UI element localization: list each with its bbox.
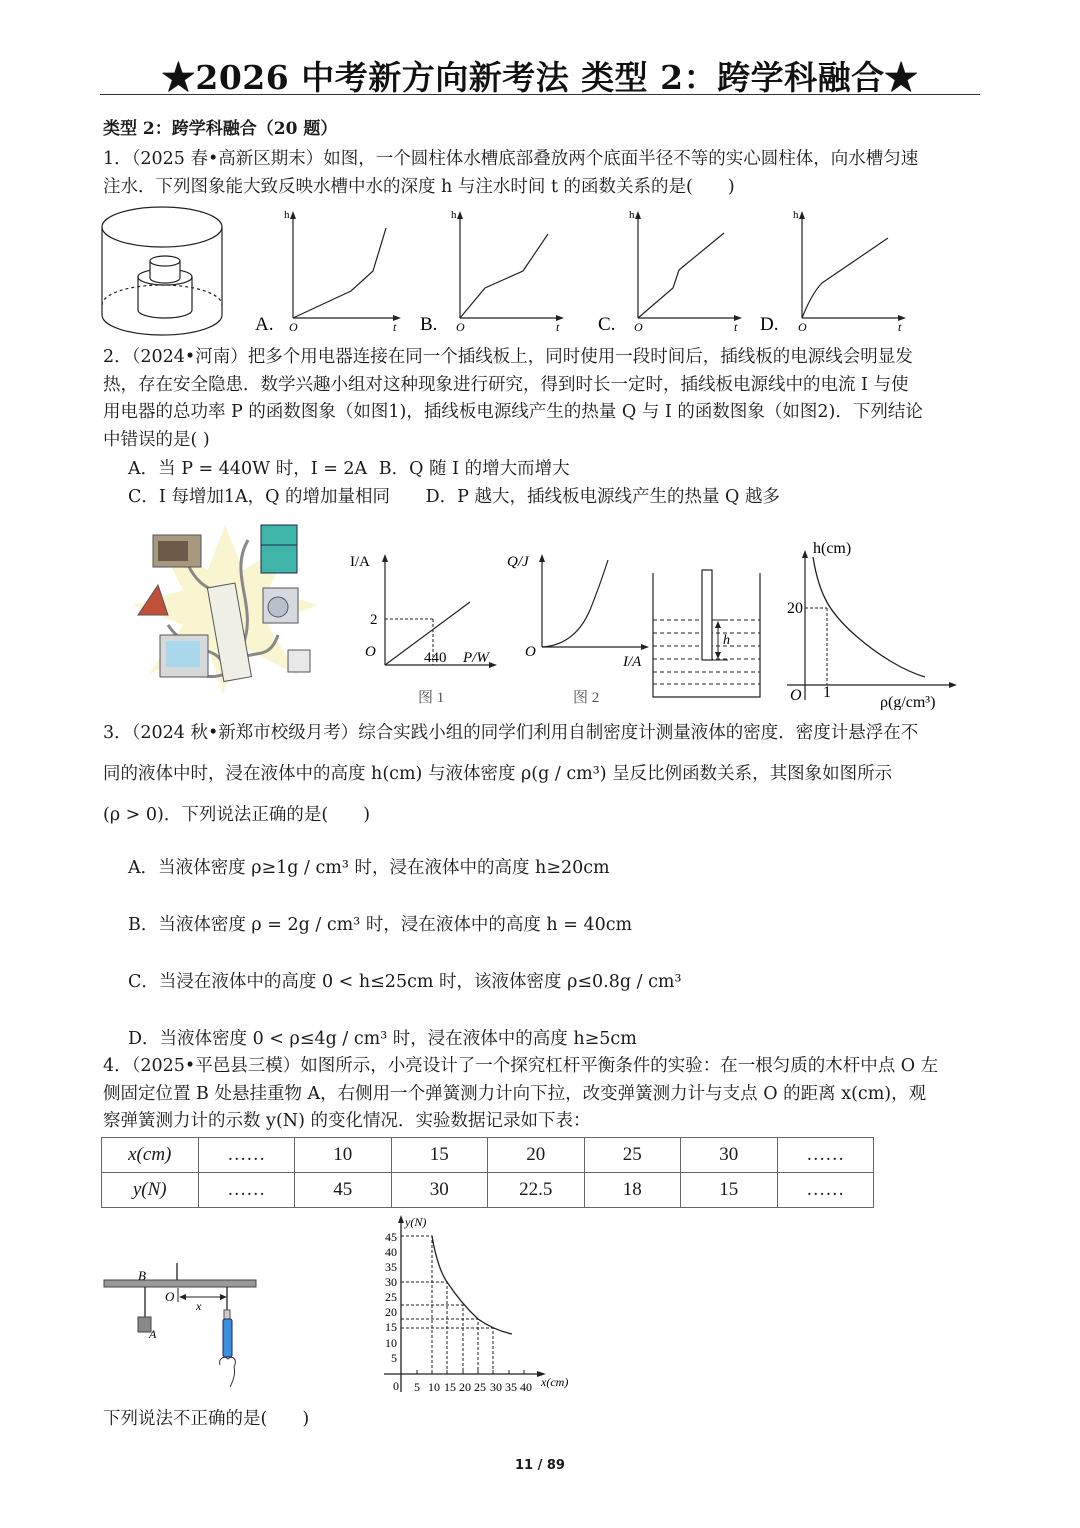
svg-text:30: 30 bbox=[490, 1380, 502, 1394]
svg-text:h: h bbox=[793, 209, 799, 221]
table-cell: …… bbox=[777, 1173, 874, 1208]
svg-text:5: 5 bbox=[391, 1351, 397, 1365]
svg-text:A: A bbox=[149, 1327, 157, 1341]
svg-text:O: O bbox=[798, 320, 807, 334]
svg-text:40: 40 bbox=[385, 1245, 397, 1259]
section-title: 类型 2：跨学科融合（20 题） bbox=[103, 119, 338, 139]
q2-option-a: A．当 P = 440W 时，I = 2A bbox=[128, 459, 368, 479]
table-cell: 18 bbox=[584, 1173, 681, 1208]
svg-text:t: t bbox=[898, 320, 902, 334]
svg-text:x: x bbox=[196, 1299, 202, 1313]
svg-text:15: 15 bbox=[385, 1320, 397, 1334]
svg-text:t: t bbox=[393, 320, 397, 334]
table-cell: 15 bbox=[681, 1173, 778, 1208]
table-cell: …… bbox=[198, 1138, 295, 1173]
svg-text:O: O bbox=[634, 320, 643, 334]
q1-stem-line1: 1．（2025 春•高新区期末）如图，一个圆柱体水槽底部叠放两个底面半径不等的实心圆柱体，向水槽匀速 bbox=[103, 149, 919, 169]
q2-stem-line1: 2．（2024•河南）把多个用电器连接在同一个插线板上，同时使用一段时间后，插线板的电源线会明显发 bbox=[103, 347, 913, 367]
option-c-graph bbox=[598, 209, 742, 335]
q2-option-b: B．Q 随 I 的增大而增大 bbox=[378, 459, 570, 479]
q2-options-row2 bbox=[128, 484, 780, 511]
svg-text:440: 440 bbox=[424, 650, 447, 666]
table-cell: 30 bbox=[681, 1138, 778, 1173]
overloaded-power-strip-illustration bbox=[128, 515, 323, 700]
table-row bbox=[102, 1173, 874, 1208]
svg-text:y(N): y(N) bbox=[405, 1215, 427, 1229]
svg-text:25: 25 bbox=[474, 1380, 486, 1394]
svg-text:5: 5 bbox=[414, 1380, 420, 1394]
svg-text:图 1: 图 1 bbox=[418, 690, 445, 706]
svg-text:P/W: P/W bbox=[463, 650, 489, 666]
svg-text:h: h bbox=[629, 209, 635, 221]
option-a-graph bbox=[255, 209, 401, 335]
q3-option-c: C．当浸在液体中的高度 0 < h≤25cm 时，该液体密度 ρ≤0.8g / cm³ bbox=[128, 972, 682, 992]
q3-option-b: B．当液体密度 ρ = 2g / cm³ 时，浸在液体中的高度 h = 40cm bbox=[128, 915, 633, 935]
q4-data-table bbox=[101, 1137, 874, 1208]
svg-text:20: 20 bbox=[385, 1305, 397, 1319]
svg-text:图 2: 图 2 bbox=[573, 690, 600, 706]
q3-option-d: D．当液体密度 0 < ρ≤4g / cm³ 时，浸在液体中的高度 h≥5cm bbox=[128, 1029, 637, 1049]
table-cell: 30 bbox=[391, 1173, 488, 1208]
q3-stem bbox=[103, 713, 979, 836]
table-cell: …… bbox=[198, 1173, 295, 1208]
hydrometer-beaker-figure bbox=[650, 565, 770, 705]
option-a-label: A. bbox=[255, 314, 274, 335]
svg-text:x(cm): x(cm) bbox=[541, 1375, 569, 1389]
table-cell: 22.5 bbox=[488, 1173, 585, 1208]
svg-text:25: 25 bbox=[385, 1290, 397, 1304]
q2-stem bbox=[103, 344, 979, 454]
table-cell: 45 bbox=[295, 1173, 392, 1208]
svg-text:O: O bbox=[289, 320, 298, 334]
svg-text:B.: B. bbox=[420, 314, 438, 335]
cylinder-tank-figure bbox=[102, 207, 222, 335]
q3-options bbox=[128, 840, 682, 1068]
page-indicator: 11 / 89 bbox=[515, 1458, 565, 1473]
svg-text:B: B bbox=[138, 1268, 146, 1283]
option-b-graph bbox=[420, 209, 564, 335]
svg-text:I/A: I/A bbox=[350, 554, 370, 570]
figure-1-graph bbox=[345, 540, 505, 710]
force-distance-chart bbox=[370, 1210, 580, 1400]
svg-text:O: O bbox=[456, 320, 465, 334]
q2-options-row1 bbox=[128, 456, 570, 483]
svg-text:t: t bbox=[734, 320, 738, 334]
svg-text:D.: D. bbox=[760, 314, 779, 335]
svg-text:10: 10 bbox=[428, 1380, 440, 1394]
q1-figures bbox=[100, 205, 980, 340]
svg-text:15: 15 bbox=[444, 1380, 456, 1394]
svg-text:30: 30 bbox=[385, 1275, 397, 1289]
density-height-graph bbox=[785, 535, 975, 710]
svg-text:I/A: I/A bbox=[623, 654, 642, 670]
svg-text:40: 40 bbox=[520, 1380, 532, 1394]
q2-stem-line4: 中错误的是( ) bbox=[103, 429, 210, 450]
q2-option-c: C．I 每增加1A，Q 的增加量相同 bbox=[128, 487, 391, 507]
q3-stem-line1: 3．（2024 秋•新郑市校级月考）综合实践小组的同学们利用自制密度计测量液体的密度．密度计悬浮在不 bbox=[103, 723, 919, 743]
q4-footer-question: 下列说法不正确的是( ) bbox=[103, 1409, 310, 1429]
svg-text:10: 10 bbox=[385, 1336, 397, 1350]
svg-text:45: 45 bbox=[385, 1230, 397, 1244]
svg-text:20: 20 bbox=[459, 1380, 471, 1394]
lever-experiment-figure bbox=[100, 1255, 265, 1395]
svg-text:ρ(g/cm³): ρ(g/cm³) bbox=[880, 694, 936, 710]
svg-text:O: O bbox=[790, 687, 802, 704]
table-row bbox=[102, 1138, 874, 1173]
svg-text:O: O bbox=[165, 1289, 175, 1304]
svg-text:t: t bbox=[556, 320, 560, 334]
table-cell: y(N) bbox=[102, 1173, 199, 1208]
q3-stem-line3: (ρ > 0)．下列说法正确的是( ) bbox=[103, 805, 371, 825]
q3-stem-line2: 同的液体中时，浸在液体中的高度 h(cm) 与液体密度 ρ(g / cm³) 呈反比例函数关系，其图象如图所示 bbox=[103, 764, 893, 784]
svg-text:h: h bbox=[284, 209, 290, 221]
q4-stem-line2: 侧固定位置 B 处悬挂重物 A，右侧用一个弹簧测力计向下拉，改变弹簧测力计与支点 O 的距离 x(cm)，观 bbox=[103, 1083, 927, 1104]
svg-text:20: 20 bbox=[787, 600, 803, 617]
svg-text:2: 2 bbox=[370, 612, 378, 628]
svg-text:Q/J: Q/J bbox=[507, 554, 529, 570]
figure-2-graph bbox=[505, 540, 650, 710]
svg-text:O: O bbox=[365, 644, 376, 660]
page-title: ★2026 中考新方向新考法 类型 2：跨学科融合★ bbox=[161, 58, 919, 97]
table-cell: 20 bbox=[488, 1138, 585, 1173]
q1-stem bbox=[103, 146, 979, 201]
option-d-graph bbox=[760, 209, 906, 335]
q4-stem-line1: 4．（2025•平邑县三模）如图所示，小亮设计了一个探究杠杆平衡条件的实验：在一根匀质的木杆中点 O 左 bbox=[103, 1056, 939, 1076]
q3-option-a: A．当液体密度 ρ≥1g / cm³ 时，浸在液体中的高度 h≥20cm bbox=[128, 858, 610, 878]
table-cell: 25 bbox=[584, 1138, 681, 1173]
table-cell: …… bbox=[777, 1138, 874, 1173]
svg-text:35: 35 bbox=[385, 1260, 397, 1274]
svg-text:O: O bbox=[525, 644, 536, 660]
q2-option-d: D．P 越大，插线板电源线产生的热量 Q 越多 bbox=[425, 487, 780, 507]
q2-stem-line3: 用电器的总功率 P 的函数图象（如图1)，插线板电源线产生的热量 Q 与 I 的函数图象（如图2)．下列结论 bbox=[103, 402, 923, 422]
q2-stem-line2: 热，存在安全隐患．数学兴趣小组对这种现象进行研究，得到时长一定时，插线板电源线中的电流 I 与使 bbox=[103, 374, 909, 395]
table-cell: 15 bbox=[391, 1138, 488, 1173]
table-cell: 10 bbox=[295, 1138, 392, 1173]
svg-text:0: 0 bbox=[393, 1379, 399, 1393]
svg-text:C.: C. bbox=[598, 314, 616, 335]
svg-text:35: 35 bbox=[505, 1380, 517, 1394]
svg-text:h(cm): h(cm) bbox=[813, 540, 852, 557]
svg-text:h: h bbox=[451, 209, 457, 221]
q4-stem-line3: 察弹簧测力计的示数 y(N) 的变化情况．实验数据记录如下表： bbox=[103, 1111, 591, 1131]
q1-stem-line2: 注水．下列图象能大致反映水槽中水的深度 h 与注水时间 t 的函数关系的是( ) bbox=[103, 176, 735, 197]
svg-text:h: h bbox=[723, 633, 730, 648]
table-cell: x(cm) bbox=[102, 1138, 199, 1173]
q4-stem bbox=[103, 1053, 979, 1136]
header-divider bbox=[100, 94, 980, 95]
svg-text:1: 1 bbox=[823, 684, 831, 701]
